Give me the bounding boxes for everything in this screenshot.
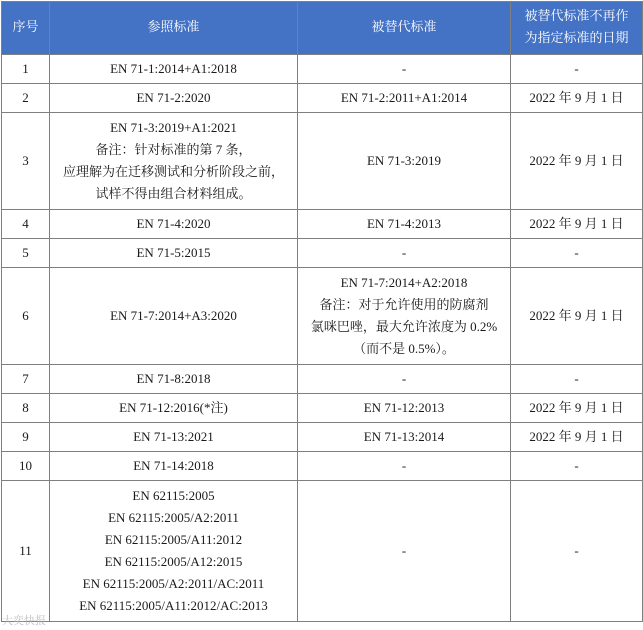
reference-line: EN 71-13:2021 [133, 429, 214, 444]
replaced-line: EN 71-13:2014 [363, 429, 445, 444]
header-date-line: 为指定标准的日期 [524, 31, 629, 46]
cell-no: 10 [2, 452, 50, 481]
cell-date: 2022 年 9 月 1 日 [511, 423, 643, 452]
table-row [2, 268, 643, 365]
reference-line: EN 62115:2005/A2:2011/AC:2011 [82, 576, 265, 591]
cell-no: 2 [2, 84, 50, 113]
replaced-line: EN 71-12:2013 [363, 400, 445, 415]
cell-no: 5 [2, 239, 50, 268]
replaced-line: （而不是 0.5%）。 [353, 341, 455, 356]
reference-line: EN 71-14:2018 [133, 458, 214, 473]
table-row [2, 113, 643, 210]
reference-line: 应理解为在迁移测试和分析阶段之前， [62, 164, 284, 179]
header-replaced: 被替代标准 [298, 2, 511, 55]
reference-line: EN 71-4:2020 [136, 216, 211, 231]
replaced-line: - [401, 61, 407, 76]
cell-replaced [298, 452, 511, 481]
table-row [2, 84, 643, 113]
cell-replaced [298, 268, 511, 365]
reference-line: EN 71-3:2019+A1:2021 [110, 120, 237, 135]
cell-no: 4 [2, 210, 50, 239]
table-row [2, 452, 643, 481]
table-row [2, 423, 643, 452]
cell-no: 9 [2, 423, 50, 452]
cell-replaced [298, 55, 511, 84]
cell-date: 2022 年 9 月 1 日 [511, 394, 643, 423]
reference-line: EN 62115:2005/A2:2011 [108, 510, 239, 525]
replaced-line: EN 71-2:2011+A1:2014 [340, 90, 468, 105]
cell-replaced [298, 210, 511, 239]
cell-date: - [511, 239, 643, 268]
cell-reference [50, 55, 298, 84]
cell-no: 8 [2, 394, 50, 423]
replaced-line: EN 71-3:2019 [366, 153, 442, 168]
table-row [2, 481, 643, 622]
cell-replaced [298, 84, 511, 113]
table-body [2, 55, 643, 622]
cell-replaced [298, 481, 511, 622]
replaced-line: EN 71-7:2014+A2:2018 [340, 275, 468, 290]
reference-line: EN 71-2:2020 [136, 90, 211, 105]
cell-reference [50, 394, 298, 423]
reference-line: EN 71-8:2018 [136, 371, 211, 386]
cell-no: 3 [2, 113, 50, 210]
cell-date: - [511, 55, 643, 84]
reference-line: EN 62115:2005 [132, 488, 215, 503]
cell-reference [50, 452, 298, 481]
header-date [511, 2, 643, 55]
table-row [2, 365, 643, 394]
reference-line: EN 62115:2005/A11:2012 [104, 532, 243, 547]
cell-reference [50, 84, 298, 113]
cell-reference [50, 113, 298, 210]
reference-line: EN 71-7:2014+A3:2020 [110, 308, 237, 323]
cell-reference [50, 365, 298, 394]
table-row [2, 210, 643, 239]
cell-reference [50, 239, 298, 268]
replaced-line: 备注：对于允许使用的防腐剂 [319, 297, 489, 312]
replaced-line: - [401, 543, 407, 558]
reference-line: EN 62115:2005/A11:2012/AC:2013 [79, 598, 268, 613]
table-row [2, 55, 643, 84]
cell-date: 2022 年 9 月 1 日 [511, 113, 643, 210]
cell-replaced [298, 365, 511, 394]
watermark: 大奕快报 [2, 614, 46, 627]
reference-line: EN 71-12:2016(*注) [119, 400, 228, 415]
cell-date: - [511, 365, 643, 394]
replaced-line: EN 71-4:2013 [366, 216, 442, 231]
cell-date: - [511, 452, 643, 481]
cell-date: 2022 年 9 月 1 日 [511, 210, 643, 239]
cell-no: 1 [2, 55, 50, 84]
replaced-line: 氯咪巴唑，最大允许浓度为 0.2% [310, 319, 498, 334]
reference-line: EN 62115:2005/A12:2015 [104, 554, 243, 569]
header-no: 序号 [2, 2, 50, 55]
cell-date: 2022 年 9 月 1 日 [511, 268, 643, 365]
cell-replaced [298, 394, 511, 423]
replaced-line: - [401, 371, 407, 386]
reference-line: EN 71-5:2015 [136, 245, 211, 260]
cell-no: 11 [2, 481, 50, 622]
table-row [2, 239, 643, 268]
replaced-line: - [401, 245, 407, 260]
cell-replaced [298, 239, 511, 268]
reference-line: EN 71-1:2014+A1:2018 [110, 61, 237, 76]
standards-table [1, 1, 643, 622]
cell-date: - [511, 481, 643, 622]
cell-reference [50, 268, 298, 365]
table-row [2, 394, 643, 423]
header-date-line: 被替代标准不再作 [524, 9, 629, 24]
cell-reference [50, 210, 298, 239]
cell-no: 6 [2, 268, 50, 365]
replaced-line: - [401, 458, 407, 473]
cell-reference [50, 423, 298, 452]
reference-line: 试样不得由组合材料组成。 [95, 186, 252, 201]
cell-reference [50, 481, 298, 622]
cell-replaced [298, 423, 511, 452]
header-row [2, 2, 643, 55]
cell-replaced [298, 113, 511, 210]
header-reference: 参照标准 [50, 2, 298, 55]
reference-line: 备注：针对标准的第 7 条， [95, 142, 252, 157]
cell-date: 2022 年 9 月 1 日 [511, 84, 643, 113]
cell-no: 7 [2, 365, 50, 394]
